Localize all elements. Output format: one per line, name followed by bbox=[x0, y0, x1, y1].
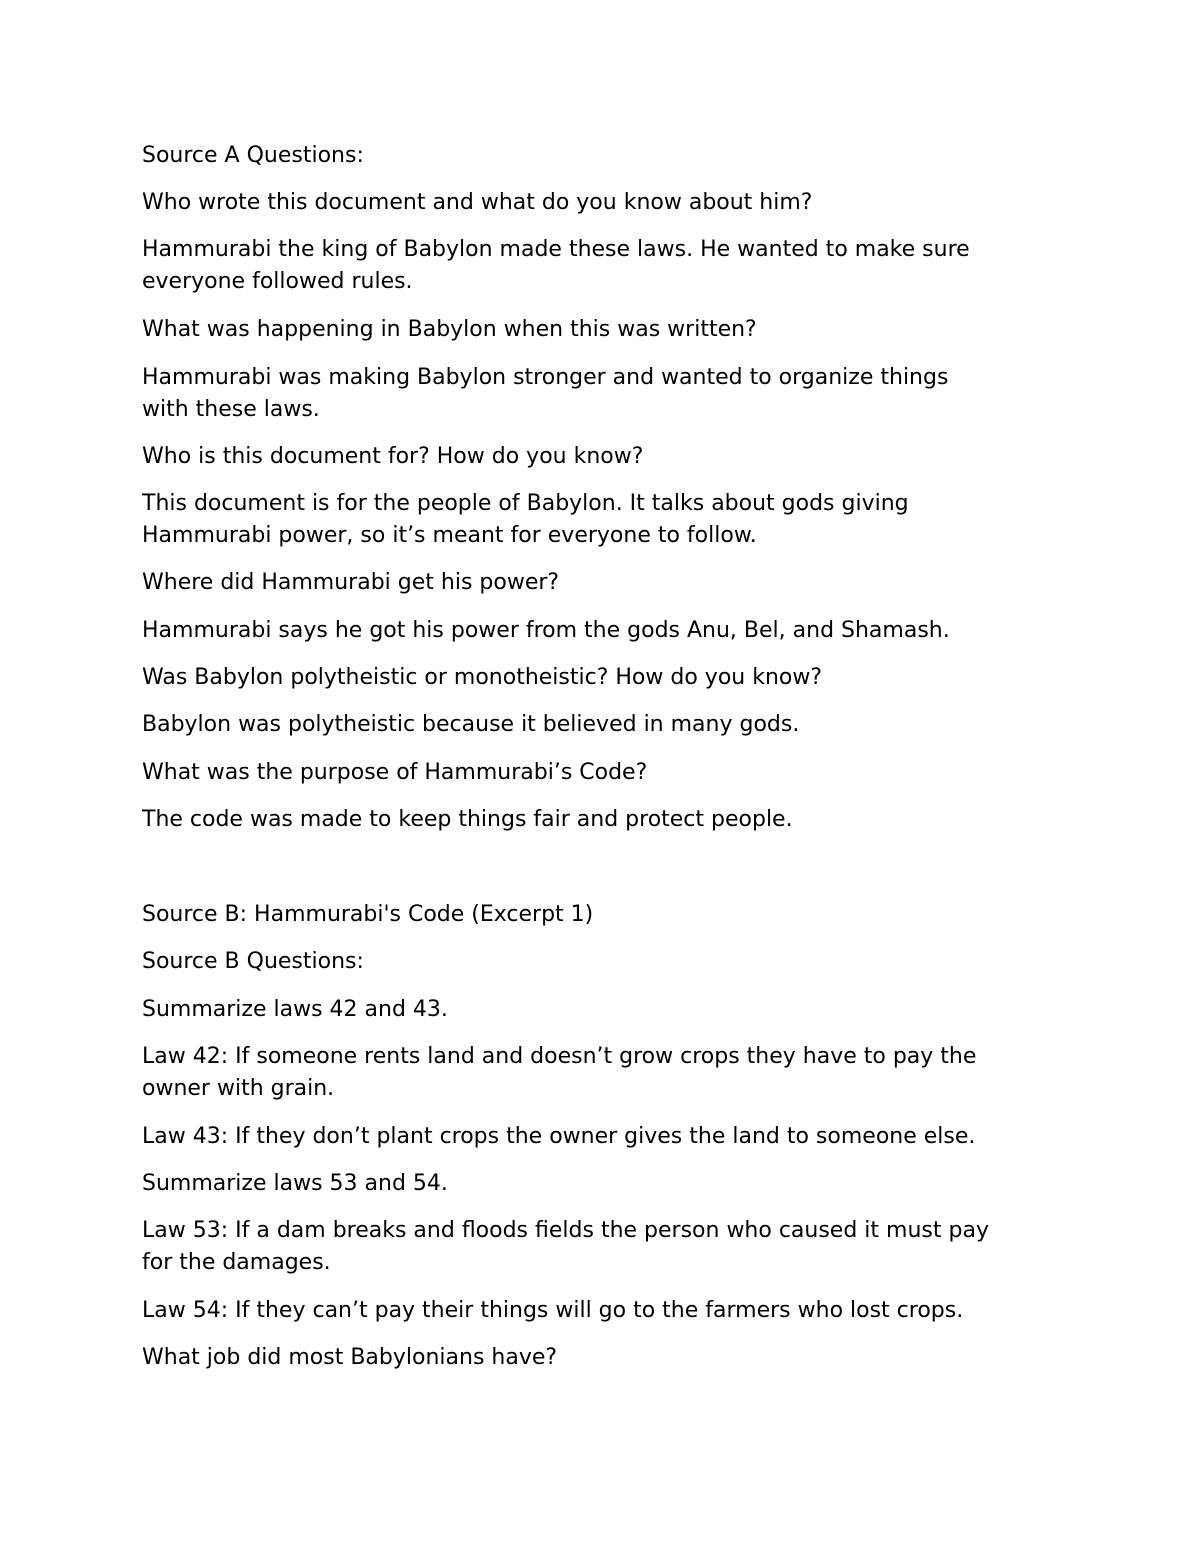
source-a-question-1: Who wrote this document and what do you know about him? bbox=[142, 190, 813, 215]
source-a-answer-4: Hammurabi says he got his power from the gods Anu, Bel, and Shamash. bbox=[142, 618, 950, 643]
source-a-question-5: Was Babylon polytheistic or monotheistic? How do you know? bbox=[142, 665, 823, 690]
answer-line: Law 42: If someone rents land and doesn’t grow crops they have to pay the bbox=[142, 1044, 977, 1069]
source-a-question-4: Where did Hammurabi get his power? bbox=[142, 570, 560, 595]
answer-line: Hammurabi the king of Babylon made these laws. He wanted to make sure bbox=[142, 237, 970, 262]
source-a-answer-5: Babylon was polytheistic because it believed in many gods. bbox=[142, 712, 800, 737]
answer-line: Hammurabi was making Babylon stronger and wanted to organize things bbox=[142, 365, 949, 390]
answer-line: This document is for the people of Babylon. It talks about gods giving bbox=[142, 491, 909, 516]
answer-line: Hammurabi power, so it’s meant for everyone to follow. bbox=[142, 523, 757, 548]
source-a-answer-1 bbox=[142, 234, 1072, 298]
law-53-summary bbox=[142, 1215, 1072, 1279]
answer-line: for the damages. bbox=[142, 1250, 331, 1275]
law-42-summary bbox=[142, 1041, 1072, 1105]
source-a-answer-3 bbox=[142, 488, 1072, 552]
source-a-answer-6: The code was made to keep things fair and protect people. bbox=[142, 807, 793, 832]
law-43-summary: Law 43: If they don’t plant crops the owner gives the land to someone else. bbox=[142, 1124, 976, 1149]
source-a-heading: Source A Questions: bbox=[142, 143, 364, 168]
source-b-title: Source B: Hammurabi's Code (Excerpt 1) bbox=[142, 902, 594, 927]
source-b-question-3: What job did most Babylonians have? bbox=[142, 1345, 558, 1370]
answer-line: everyone followed rules. bbox=[142, 269, 413, 294]
source-a-question-6: What was the purpose of Hammurabi’s Code? bbox=[142, 760, 648, 785]
answer-line: Law 53: If a dam breaks and floods fields the person who caused it must pay bbox=[142, 1218, 989, 1243]
answer-line: with these laws. bbox=[142, 397, 320, 422]
source-b-question-2: Summarize laws 53 and 54. bbox=[142, 1171, 448, 1196]
source-a-question-3: Who is this document for? How do you know? bbox=[142, 444, 644, 469]
answer-line: owner with grain. bbox=[142, 1076, 335, 1101]
law-54-summary: Law 54: If they can’t pay their things will go to the farmers who lost crops. bbox=[142, 1298, 964, 1323]
source-a-question-2: What was happening in Babylon when this was written? bbox=[142, 317, 757, 342]
source-a-answer-2 bbox=[142, 362, 1072, 426]
source-b-heading: Source B Questions: bbox=[142, 949, 364, 974]
source-b-question-1: Summarize laws 42 and 43. bbox=[142, 997, 448, 1022]
